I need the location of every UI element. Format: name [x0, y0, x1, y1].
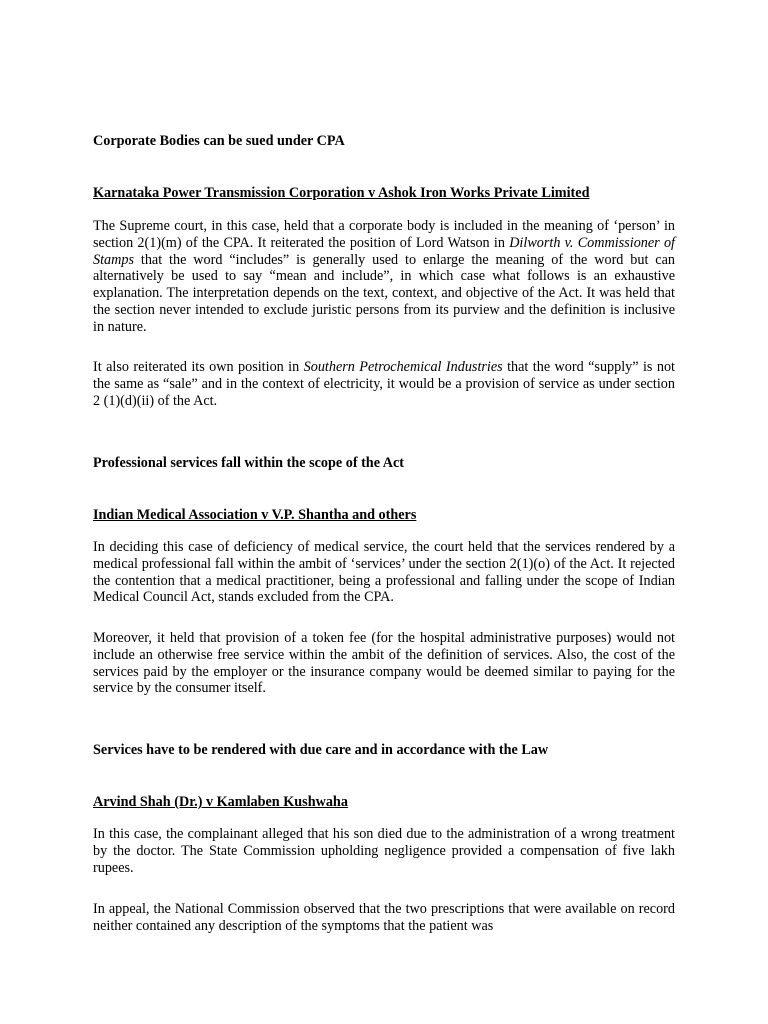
- section-heading-corporate-bodies: Corporate Bodies can be sued under CPA: [93, 133, 345, 149]
- case-title-indian-medical-association: Indian Medical Association v V.P. Shantha and others: [93, 507, 417, 523]
- section-heading-due-care: Services have to be rendered with due care and in accordance with the Law: [93, 742, 549, 758]
- case-title-karnataka-power: Karnataka Power Transmission Corporation v Ashok Iron Works Private Limited: [93, 185, 590, 201]
- paragraph-karnataka-2: It also reiterated its own position in Southern Petrochemical Industries that the word “supply” is not the same as “sale” and in the context of electricity, it would be a provision of service as under section 2 (1)(d)(ii) of the Act.: [93, 359, 675, 409]
- paragraph-ima-2: Moreover, it held that provision of a token fee (for the hospital administrative purposes) would not include an otherwise free service within the ambit of the definition of services. Also, the cost of the services paid by the employer or the insurance company would be deemed similar to paying for the service by the consumer itself.: [93, 630, 675, 697]
- paragraph-arvind-2: In appeal, the National Commission observed that the two prescriptions that were available on record neither contained any description of the symptoms that the patient was: [93, 901, 675, 934]
- case-citation-dilworth: Dilworth v. Commissioner of Stamps: [93, 234, 675, 268]
- case-title-arvind-shah: Arvind Shah (Dr.) v Kamlaben Kushwaha: [93, 794, 348, 810]
- section-heading-professional-services: Professional services fall within the scope of the Act: [93, 455, 405, 471]
- paragraph-karnataka-1: The Supreme court, in this case, held that a corporate body is included in the meaning of ‘person’ in section 2(1)(m) of the CPA. It reiterated the position of Lord Watson in Dilworth v. Commissioner of Stamps that the word “includes” is generally used to enlarge the meaning of the word but can alternatively be used to say “mean and include”, in which case what follows is an exhaustive explanation. The interpretation depends on the text, context, and objective of the Act. It was held that the section never intended to exclude juristic persons from its purview and the definition is inclusive in nature.: [93, 218, 675, 335]
- paragraph-arvind-1: In this case, the complainant alleged that his son died due to the administration of a wrong treatment by the doctor. The State Commission upholding negligence provided a compensation of five lakh rupees.: [93, 826, 675, 876]
- case-citation-southern-petrochemical: Southern Petrochemical Industries: [303, 359, 503, 375]
- paragraph-ima-1: In deciding this case of deficiency of medical service, the court held that the services rendered by a medical professional fall within the ambit of ‘services’ under the section 2(1)(o) of the Act. It rejected the contention that a medical practitioner, being a professional and falling under the scope of Indian Medical Council Act, stands excluded from the CPA.: [93, 539, 675, 606]
